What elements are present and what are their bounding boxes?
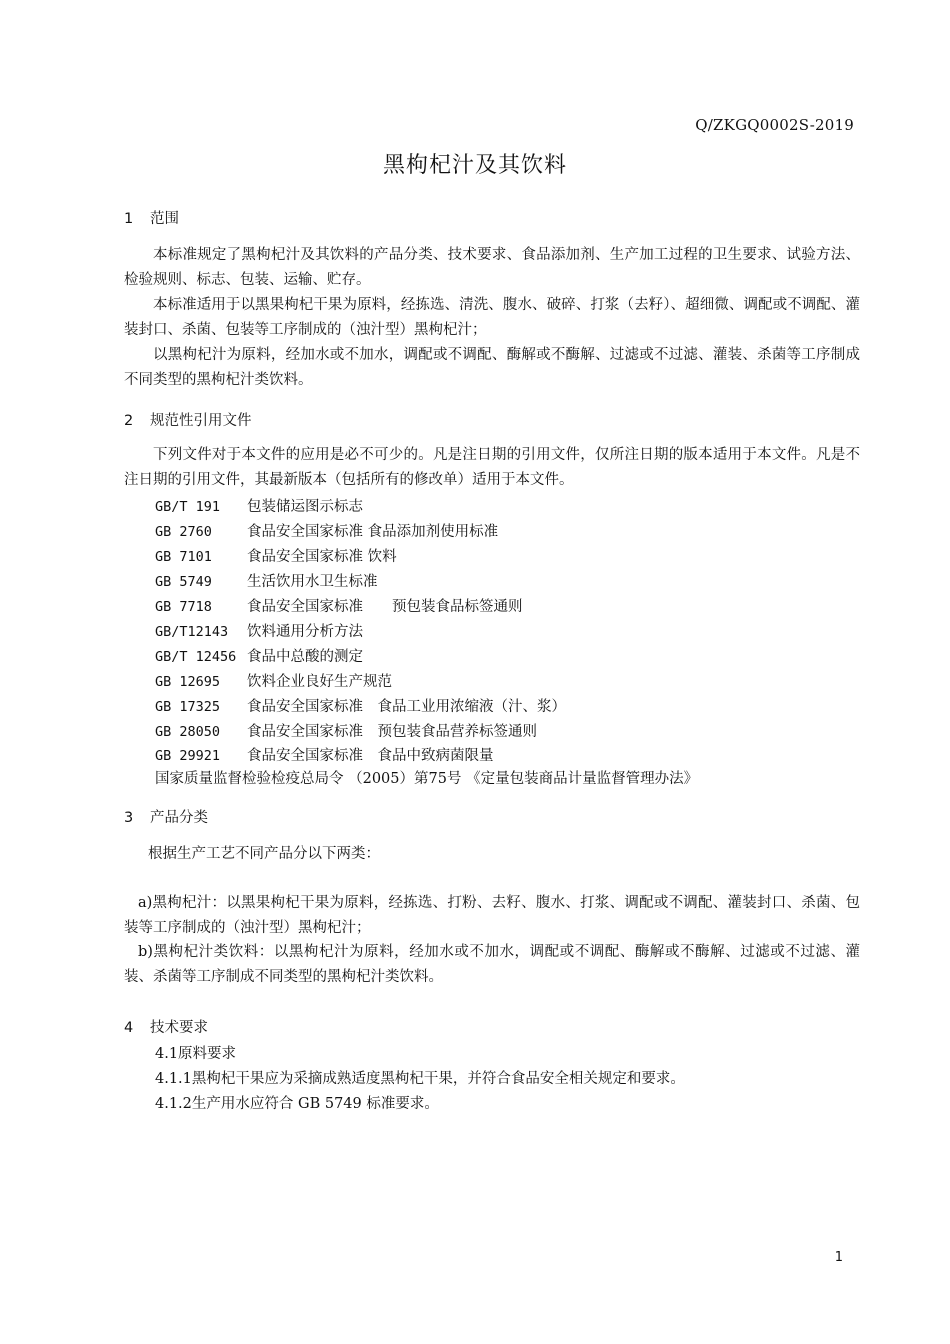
document-title: 黑枸杞汁及其饮料 (382, 153, 567, 178)
scope-paragraph-1: 本标准规定了黑枸杞汁及其饮料的产品分类、技术要求、食品添加剂、生产加工过程的卫生要求、试验方法、检验规则、标志、包装、运输、贮存。 (124, 247, 860, 288)
reference-code: GB 2760 (155, 524, 212, 540)
reference-item (155, 744, 494, 765)
reference-code: GB/T12143 (155, 624, 229, 640)
reference-title: 食品安全国家标准 食品添加剂使用标准 (247, 524, 499, 540)
reference-title: 食品安全国家标准 预包装食品标签通则 (247, 599, 523, 615)
standard-number: Q/ZKGQ0002S-2019 (695, 116, 854, 134)
reference-code: GB/T 191 (155, 499, 221, 515)
section-4-heading (124, 1016, 208, 1037)
reference-code: GB 7718 (155, 599, 212, 615)
reference-code: GB 29921 (155, 748, 221, 764)
reference-title: 食品中总酸的测定 (247, 649, 363, 665)
section-title: 范围 (150, 211, 179, 227)
clause-4-1: 4.1原料要求 (155, 1046, 237, 1062)
reference-title: 饮料通用分析方法 (247, 624, 363, 640)
reference-item (155, 670, 392, 691)
reference-item (155, 720, 537, 741)
scope-paragraph-3: 以黑枸杞汁为原料，经加水或不加水，调配或不调配、酶解或不酶解、过滤或不过滤、灌装、杀菌等工序制成不同类型的黑枸杞汁类饮料。 (124, 347, 860, 388)
reference-item (155, 595, 523, 616)
section-number: 1 (124, 211, 134, 227)
reference-item (155, 520, 498, 541)
reference-item (155, 570, 378, 591)
page-number: 1 (834, 1250, 843, 1265)
classification-item-a: a)黑枸杞汁：以黑果枸杞干果为原料，经拣选、打粉、去籽、腹水、打浆、调配或不调配、灌装封口、杀菌、包装等工序制成的（浊汁型）黑枸杞汁； (124, 895, 860, 936)
section-title: 技术要求 (150, 1020, 208, 1036)
reference-item (155, 620, 363, 641)
clause-4-1-1: 4.1.1黑枸杞干果应为采摘成熟适度黑枸杞干果，并符合食品安全相关规定和要求。 (155, 1071, 685, 1087)
section-2-heading (124, 409, 252, 430)
section-title: 规范性引用文件 (150, 413, 252, 429)
reference-title: 包装储运图示标志 (247, 499, 363, 515)
reference-title: 食品安全国家标准 食品中致病菌限量 (247, 748, 494, 764)
reference-code: GB 7101 (155, 549, 212, 565)
scope-paragraph-2: 本标准适用于以黑果枸杞干果为原料，经拣选、清洗、腹水、破碎、打浆（去籽）、超细微、调配或不调配、灌装封口、杀菌、包装等工序制成的（浊汁型）黑枸杞汁； (124, 297, 860, 338)
section-number: 3 (124, 810, 134, 826)
reference-code: GB 12695 (155, 674, 221, 690)
section-title: 产品分类 (150, 810, 208, 826)
reference-code: GB 28050 (155, 724, 221, 740)
reference-title: 食品安全国家标准 预包装食品营养标签通则 (247, 724, 537, 740)
classification-item-b: b)黑枸杞汁类饮料：以黑枸杞汁为原料，经加水或不加水，调配或不调配、酶解或不酶解、过滤或不过滤、灌装、杀菌等工序制成不同类型的黑枸杞汁类饮料。 (124, 944, 860, 985)
section-1-heading (124, 207, 179, 228)
reference-code: GB/T 12456 (155, 649, 237, 665)
section-number: 4 (124, 1020, 134, 1036)
reference-code: GB 17325 (155, 699, 221, 715)
reference-item (155, 645, 363, 666)
reference-title: 食品安全国家标准 食品工业用浓缩液（汁、浆） (247, 699, 566, 715)
reference-title: 生活饮用水卫生标准 (247, 574, 378, 590)
reference-item (155, 495, 363, 516)
classification-intro: 根据生产工艺不同产品分以下两类： (148, 846, 380, 862)
section-number: 2 (124, 413, 134, 429)
reference-title: 饮料企业良好生产规范 (247, 674, 392, 690)
section-3-heading (124, 806, 208, 827)
clause-4-1-2: 4.1.2生产用水应符合 GB 5749 标准要求。 (155, 1096, 439, 1112)
reference-title: 食品安全国家标准 饮料 (247, 549, 397, 565)
reference-item (155, 545, 397, 566)
reference-code: GB 5749 (155, 574, 212, 590)
reference-item (155, 695, 566, 716)
decree-reference: 国家质量监督检验检疫总局令 （2005）第75号 《定量包装商品计量监督管理办法》 (155, 771, 699, 787)
references-intro: 下列文件对于本文件的应用是必不可少的。凡是注日期的引用文件，仅所注日期的版本适用于本文件。凡是不注日期的引用文件，其最新版本（包括所有的修改单）适用于本文件。 (124, 447, 860, 488)
